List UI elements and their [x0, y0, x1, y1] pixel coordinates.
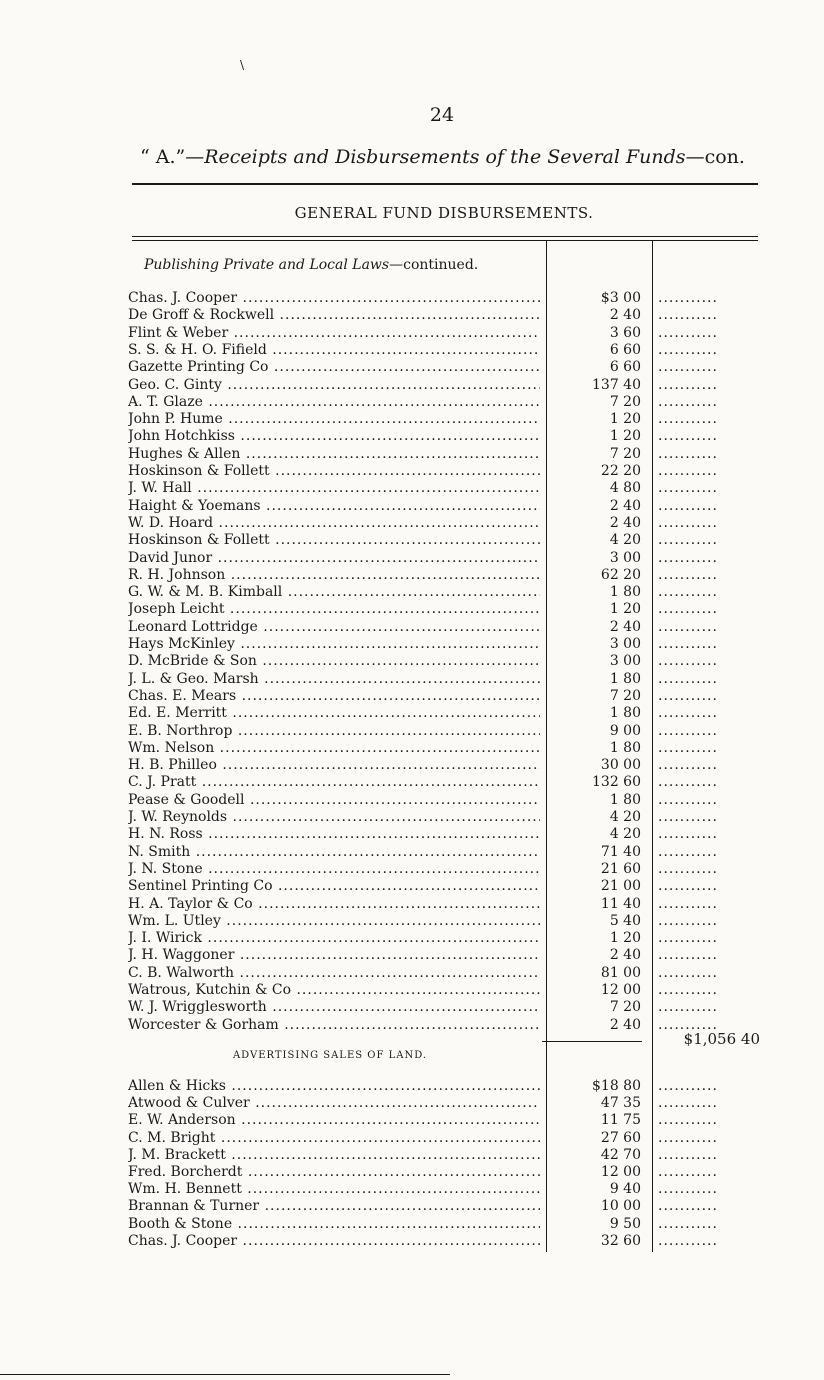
total-column-leader: ........... — [658, 843, 718, 860]
ledger-row — [128, 774, 758, 791]
total-column-leader: ........... — [658, 982, 718, 998]
section-heading: GENERAL FUND DISBURSEMENTS. — [294, 204, 594, 222]
payee-name: Wm. H. Bennett ..... — [128, 1181, 540, 1198]
ledger-row — [128, 1216, 758, 1233]
payee-name: Hoskinson & Follett ..... — [128, 532, 540, 549]
ledger-row — [128, 1112, 758, 1129]
total-column-leader: ........... — [658, 393, 718, 410]
payee-name: John P. Hume ..... — [128, 411, 540, 428]
payee-name: Wm. L. Utley ..... — [128, 913, 540, 930]
payee-name: Leonard Lottridge ..... — [128, 619, 540, 636]
total-column-leader: ........... — [658, 497, 718, 514]
total-column-leader: ........... — [658, 1112, 718, 1129]
total-column-leader: ........... — [658, 722, 718, 739]
ledger-row — [128, 1147, 758, 1164]
payee-name: J. W. Reynolds ..... — [128, 809, 540, 826]
ledger-row — [128, 584, 758, 601]
payee-name: C. M. Bright ..... — [128, 1130, 540, 1147]
payee-name: David Junor ..... — [128, 550, 540, 567]
payment-amount: 9 40 — [609, 1181, 641, 1198]
total-column-leader: ........... — [658, 584, 718, 601]
ledger-row — [128, 428, 758, 445]
payee-name: Geo. C. Ginty ..... — [128, 377, 540, 394]
title-suffix: —con. — [685, 146, 745, 168]
title-prefix: “ A.”— — [140, 146, 205, 168]
payee-name: S. S. & H. O. Fifield ..... — [128, 342, 540, 359]
payee-name: J. W. Hall ..... — [128, 480, 540, 497]
payment-amount: 1 20 — [609, 601, 641, 618]
payment-amount: 132 60 — [592, 774, 641, 791]
payee-name: J. I. Wirick ..... — [128, 930, 540, 947]
payee-name: Joseph Leicht ..... — [128, 601, 540, 618]
payee-name: H. N. Ross ..... — [128, 826, 540, 843]
payee-name: E. W. Anderson ..... — [128, 1112, 540, 1129]
payment-amount: 9 50 — [609, 1215, 641, 1232]
total-column-leader: ........... — [658, 670, 718, 687]
total-column-leader: ........... — [658, 947, 718, 964]
payee-name: H. A. Taylor & Co ..... — [128, 896, 540, 913]
payee-name: R. H. Johnson ..... — [128, 567, 540, 584]
ledger-row — [128, 688, 758, 705]
ledger-row — [128, 671, 758, 688]
payment-amount: 3 00 — [609, 653, 641, 670]
ledger-row — [128, 567, 758, 584]
page-number: 24 — [429, 104, 455, 126]
total-column-leader: ........... — [658, 653, 718, 670]
payment-amount: 1 20 — [609, 411, 641, 428]
payment-amount: 7 20 — [609, 687, 641, 704]
payee-name: C. B. Walworth ..... — [128, 965, 540, 982]
payee-name: Wm. Nelson ..... — [128, 740, 540, 757]
total-column-leader: ........... — [658, 445, 718, 462]
total-column-leader: ........... — [658, 774, 718, 791]
payment-amount: 6 60 — [609, 359, 641, 376]
total-column-leader: ........... — [658, 1232, 718, 1249]
ledger-row — [128, 965, 758, 982]
payment-amount: 1 80 — [609, 739, 641, 756]
ledger-row — [128, 325, 758, 342]
ledger-row — [128, 1130, 758, 1147]
payee-name: Haight & Yoemans ..... — [128, 498, 540, 515]
payment-amount: 2 40 — [609, 514, 641, 531]
payment-amount: 81 00 — [600, 964, 641, 981]
total-column-leader: ........... — [658, 878, 718, 895]
payment-amount: 21 60 — [600, 860, 641, 877]
total-column-leader: ........... — [658, 636, 718, 652]
advertising-heading: ADVERTISING SALES OF LAND. — [232, 1050, 428, 1061]
total-column-leader: ........... — [658, 809, 718, 825]
total-column-leader: ........... — [658, 341, 718, 358]
payee-name: Booth & Stone ..... — [128, 1216, 540, 1233]
subsection-heading — [144, 257, 478, 273]
total-column-leader: ........... — [658, 687, 718, 704]
ledger-row — [128, 740, 758, 757]
payee-name: E. B. Northrop ..... — [128, 723, 540, 740]
total-rule — [542, 1041, 642, 1042]
payment-amount: 10 00 — [600, 1198, 641, 1215]
payee-name: W. D. Hoard ..... — [128, 515, 540, 532]
total-column-leader: ........... — [658, 964, 718, 981]
payee-name: N. Smith ..... — [128, 844, 540, 861]
payee-name: D. McBride & Son ..... — [128, 653, 540, 670]
total-column-leader: ........... — [658, 359, 718, 376]
total-column-leader: ........... — [658, 411, 718, 428]
total-column-leader: ........... — [658, 566, 718, 583]
payment-amount: $18 80 — [592, 1078, 641, 1094]
payment-amount: 4 20 — [609, 532, 641, 549]
total-column-leader: ........... — [658, 376, 718, 393]
total-column-leader: ........... — [658, 1095, 718, 1112]
ledger-row — [128, 844, 758, 861]
total-column-leader: ........... — [658, 1078, 718, 1094]
ledger-row — [128, 446, 758, 463]
ledger-row — [128, 1198, 758, 1215]
ledger-row — [128, 498, 758, 515]
ledger-row — [128, 463, 758, 480]
title-rule — [132, 183, 758, 185]
payment-amount: 12 00 — [600, 982, 641, 998]
total-column-leader: ........... — [658, 428, 718, 445]
ledger-row — [128, 982, 758, 999]
total-column-leader: ........... — [658, 307, 718, 324]
payment-amount: 27 60 — [600, 1129, 641, 1146]
stray-mark: \ — [240, 58, 245, 72]
payment-amount: 1 80 — [609, 705, 641, 722]
ledger-row — [128, 1164, 758, 1181]
payment-amount: 2 40 — [609, 497, 641, 514]
total-column-leader: ........... — [658, 705, 718, 722]
payee-name: H. B. Philleo ..... — [128, 757, 540, 774]
total-column-leader: ........... — [658, 480, 718, 497]
ledger-row — [128, 290, 758, 307]
title-italic: Receipts and Disbursements of the Several Funds — [204, 146, 686, 168]
payment-amount: 1 20 — [609, 428, 641, 445]
payment-amount: 7 20 — [609, 999, 641, 1016]
total-column-leader: ........... — [658, 1181, 718, 1198]
ledger-row — [128, 861, 758, 878]
payee-name: Worcester & Gorham ..... — [128, 1017, 540, 1034]
payment-amount: 62 20 — [600, 566, 641, 583]
payee-name: G. W. & M. B. Kimball ..... — [128, 584, 540, 601]
payment-amount: 5 40 — [609, 912, 641, 929]
payee-name: Atwood & Culver ..... — [128, 1095, 540, 1112]
ledger-row — [128, 878, 758, 895]
ledger-row — [128, 307, 758, 324]
publishing-total: $1,056 40 — [683, 1030, 760, 1048]
payment-amount: 1 80 — [609, 791, 641, 808]
payment-amount: 1 80 — [609, 584, 641, 601]
total-column-leader: ........... — [658, 739, 718, 756]
total-column-leader: ........... — [658, 1198, 718, 1215]
payee-name: Sentinel Printing Co ..... — [128, 878, 540, 895]
ledger-row — [128, 532, 758, 549]
payment-amount: 22 20 — [600, 463, 641, 479]
ledger-row — [128, 377, 758, 394]
ledger-row — [128, 999, 758, 1016]
total-column-leader: ........... — [658, 463, 718, 479]
total-column-leader: ........... — [658, 601, 718, 618]
ledger-row — [128, 550, 758, 567]
ledger-row — [128, 411, 758, 428]
total-column-leader: ........... — [658, 549, 718, 566]
ledger-row — [128, 636, 758, 653]
total-column-leader: ........... — [658, 324, 718, 341]
payment-amount: 4 80 — [609, 480, 641, 497]
payee-name: Hays McKinley ..... — [128, 636, 540, 653]
payment-amount: 7 20 — [609, 393, 641, 410]
total-column-leader: ........... — [658, 1164, 718, 1180]
payment-amount: 2 40 — [609, 618, 641, 635]
payee-name: Chas. E. Mears ..... — [128, 688, 540, 705]
payee-name: Chas. J. Cooper ..... — [128, 290, 540, 307]
page-title — [140, 146, 780, 168]
payee-name: W. J. Wrigglesworth ..... — [128, 999, 540, 1016]
payment-amount: 3 00 — [609, 636, 641, 652]
payee-name: J. H. Waggoner ..... — [128, 947, 540, 964]
payee-name: J. M. Brackett ..... — [128, 1147, 540, 1164]
ledger-row — [128, 1181, 758, 1198]
payment-amount: 32 60 — [600, 1232, 641, 1249]
total-column-leader: ........... — [658, 290, 718, 306]
payee-name: Watrous, Kutchin & Co ..... — [128, 982, 540, 999]
section-rule-top — [132, 236, 758, 237]
total-column-leader: ........... — [658, 1129, 718, 1146]
payment-amount: 6 60 — [609, 341, 641, 358]
ledger-row — [128, 896, 758, 913]
ledger-row — [128, 705, 758, 722]
payment-amount: 3 00 — [609, 549, 641, 566]
payment-amount: 4 20 — [609, 809, 641, 825]
total-column-leader: ........... — [658, 1146, 718, 1163]
payee-name: Flint & Weber ..... — [128, 325, 540, 342]
payment-amount: $3 00 — [600, 290, 641, 306]
total-column-leader: ........... — [658, 1215, 718, 1232]
payment-amount: 1 20 — [609, 930, 641, 947]
payment-amount: 47 35 — [600, 1095, 641, 1112]
total-column-leader: ........... — [658, 514, 718, 531]
payment-amount: 21 00 — [600, 878, 641, 895]
page-bottom-rule — [0, 1374, 450, 1375]
total-column-leader: ........... — [658, 895, 718, 912]
subsection-heading-suffix: —continued. — [389, 257, 479, 273]
payee-name: Hoskinson & Follett ..... — [128, 463, 540, 480]
ledger-row — [128, 723, 758, 740]
ledger-row — [128, 342, 758, 359]
payment-amount: 30 00 — [600, 757, 641, 774]
payment-amount: 2 40 — [609, 1016, 641, 1033]
payment-amount: 3 60 — [609, 324, 641, 341]
payment-amount: 71 40 — [600, 843, 641, 860]
ledger-row — [128, 653, 758, 670]
ledger-row — [128, 515, 758, 532]
payment-amount: 1 80 — [609, 670, 641, 687]
payee-name: Fred. Borcherdt ..... — [128, 1164, 540, 1181]
payee-name: Brannan & Turner ..... — [128, 1198, 540, 1215]
payment-amount: 11 75 — [600, 1112, 641, 1129]
payment-amount: 11 40 — [600, 895, 641, 912]
payee-name: J. N. Stone ..... — [128, 861, 540, 878]
total-column-leader: ........... — [658, 532, 718, 549]
payment-amount: 42 70 — [600, 1146, 641, 1163]
payee-name: Pease & Goodell ..... — [128, 792, 540, 809]
payee-name: Hughes & Allen ..... — [128, 446, 540, 463]
ledger-row — [128, 947, 758, 964]
ledger-row — [128, 792, 758, 809]
total-column-leader: ........... — [658, 930, 718, 947]
ledger-row — [128, 1078, 758, 1095]
total-column-leader: ........... — [658, 999, 718, 1016]
ledger-row — [128, 930, 758, 947]
payee-name: A. T. Glaze ..... — [128, 394, 540, 411]
total-column-leader: ........... — [658, 860, 718, 877]
payment-amount: 137 40 — [592, 376, 641, 393]
ledger-row — [128, 809, 758, 826]
ledger-row — [128, 619, 758, 636]
payment-amount: 9 00 — [609, 722, 641, 739]
payment-amount: 12 00 — [600, 1164, 641, 1180]
payment-amount: 4 20 — [609, 826, 641, 843]
payment-amount: 2 40 — [609, 947, 641, 964]
section-rule-bottom — [132, 240, 758, 241]
total-column-leader: ........... — [658, 791, 718, 808]
payee-name: C. J. Pratt ..... — [128, 774, 540, 791]
ledger-row — [128, 394, 758, 411]
total-column-leader: ........... — [658, 757, 718, 774]
payee-name: De Groff & Rockwell ..... — [128, 307, 540, 324]
ledger-row — [128, 913, 758, 930]
ledger-row — [128, 1095, 758, 1112]
ledger-row — [128, 359, 758, 376]
payment-amount: 7 20 — [609, 445, 641, 462]
payee-name: Allen & Hicks ..... — [128, 1078, 540, 1095]
payee-name: J. L. & Geo. Marsh ..... — [128, 671, 540, 688]
ledger-row — [128, 480, 758, 497]
ledger-row — [128, 601, 758, 618]
ledger-row — [128, 826, 758, 843]
ledger-row — [128, 1233, 758, 1250]
total-column-leader: ........... — [658, 826, 718, 843]
subsection-heading-italic: Publishing Private and Local Laws — [144, 257, 390, 273]
payee-name: Chas. J. Cooper ..... — [128, 1233, 540, 1250]
ledger-row — [128, 757, 758, 774]
total-column-leader: ........... — [658, 618, 718, 635]
payment-amount: 2 40 — [609, 307, 641, 324]
total-column-leader: ........... — [658, 1016, 718, 1033]
payee-name: Gazette Printing Co ..... — [128, 359, 540, 376]
payee-name: Ed. E. Merritt ..... — [128, 705, 540, 722]
total-column-leader: ........... — [658, 912, 718, 929]
payee-name: John Hotchkiss ..... — [128, 428, 540, 445]
